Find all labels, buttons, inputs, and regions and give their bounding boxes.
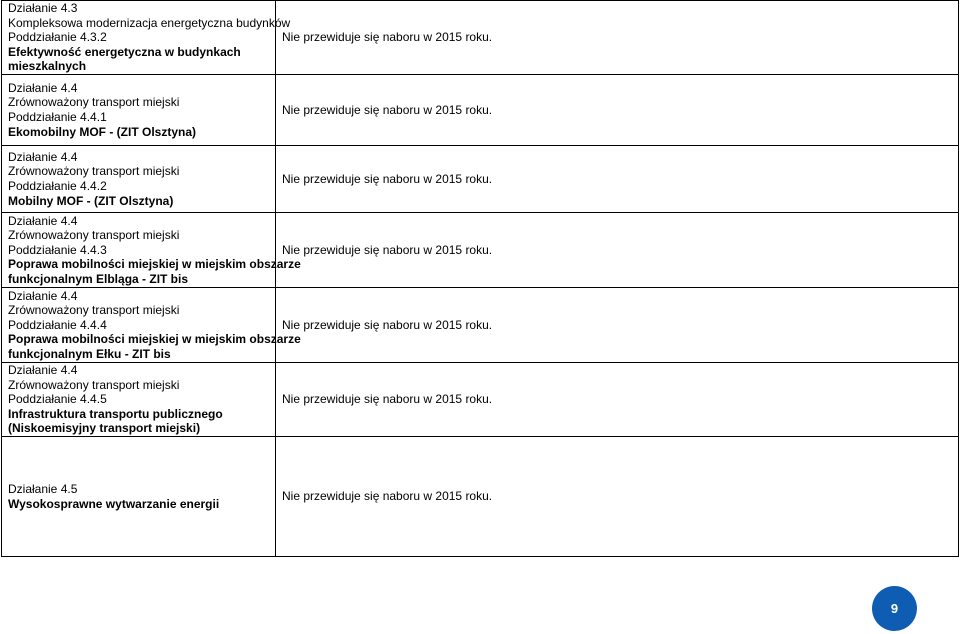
subaction-name: Infrastruktura transportu publicznego	[8, 406, 223, 421]
action-name: Zrównoważony transport miejski	[8, 164, 180, 179]
table-row	[2, 213, 959, 288]
subaction-name: Ekomobilny MOF - (ZIT Olsztyna)	[8, 124, 197, 139]
action-number: Działanie 4.3	[8, 1, 78, 15]
page-number-badge: 9	[872, 586, 917, 631]
action-number: Działanie 4.4	[8, 149, 78, 164]
measure-cell	[2, 363, 276, 437]
table-row	[2, 75, 959, 146]
action-number: Działanie 4.4	[8, 363, 78, 378]
recruitment-status-cell: Nie przewiduje się naboru w 2015 roku.	[276, 363, 959, 437]
table-row	[2, 146, 959, 213]
recruitment-status-cell: Nie przewiduje się naboru w 2015 roku.	[276, 1, 959, 75]
measure-cell	[2, 1, 291, 75]
action-number: Działanie 4.5	[8, 481, 78, 496]
table-row	[2, 288, 959, 363]
recruitment-status-cell: Nie przewiduje się naboru w 2015 roku.	[276, 288, 959, 363]
subaction-number: Poddziałanie 4.4.2	[8, 179, 107, 193]
measure-cell	[2, 288, 301, 363]
action-name: Wysokosprawne wytwarzanie energii	[8, 496, 220, 511]
action-number: Działanie 4.4	[8, 80, 78, 95]
subaction-number: Poddziałanie 4.4.5	[8, 392, 107, 407]
subaction-name-cont: funkcjonalnym Elbląga - ZIT bis	[8, 271, 189, 286]
recruitment-status-cell: Nie przewiduje się naboru w 2015 roku.	[276, 213, 959, 288]
subaction-number: Poddziałanie 4.4.4	[8, 317, 107, 332]
table-row	[2, 363, 959, 437]
subaction-number: Poddziałanie 4.4.1	[8, 110, 107, 124]
measure-cell	[2, 437, 276, 557]
subaction-number: Poddziałanie 4.3.2	[8, 30, 107, 45]
subaction-name: Efektywność energetyczna w budynkach	[8, 44, 241, 59]
measure-cell	[2, 213, 301, 288]
subaction-name-cont: (Niskoemisyjny transport miejski)	[8, 421, 201, 436]
subaction-number: Poddziałanie 4.4.3	[8, 242, 107, 257]
subaction-name: Poprawa mobilności miejskiej w miejskim obszarze	[8, 257, 301, 272]
action-name: Zrównoważony transport miejski	[8, 95, 180, 110]
table-row	[2, 437, 959, 557]
action-number: Działanie 4.4	[8, 288, 78, 303]
recruitment-status-cell: Nie przewiduje się naboru w 2015 roku.	[276, 75, 959, 146]
action-name: Zrównoważony transport miejski	[8, 303, 180, 318]
subaction-name-cont: funkcjonalnym Ełku - ZIT bis	[8, 346, 171, 361]
recruitment-status-cell: Nie przewiduje się naboru w 2015 roku.	[276, 437, 959, 557]
subaction-name-cont: mieszkalnych	[8, 59, 87, 74]
recruitment-schedule-table	[1, 0, 959, 557]
recruitment-status-cell: Nie przewiduje się naboru w 2015 roku.	[276, 146, 959, 213]
action-name: Kompleksowa modernizacja energetyczna budynków	[8, 15, 291, 30]
subaction-name: Poprawa mobilności miejskiej w miejskim obszarze	[8, 332, 301, 347]
subaction-name: Mobilny MOF - (ZIT Olsztyna)	[8, 193, 174, 208]
measure-cell	[2, 146, 276, 213]
table-row	[2, 1, 959, 75]
action-number: Działanie 4.4	[8, 213, 78, 228]
action-name: Zrównoważony transport miejski	[8, 228, 180, 243]
action-name: Zrównoważony transport miejski	[8, 377, 180, 392]
measure-cell	[2, 75, 276, 146]
